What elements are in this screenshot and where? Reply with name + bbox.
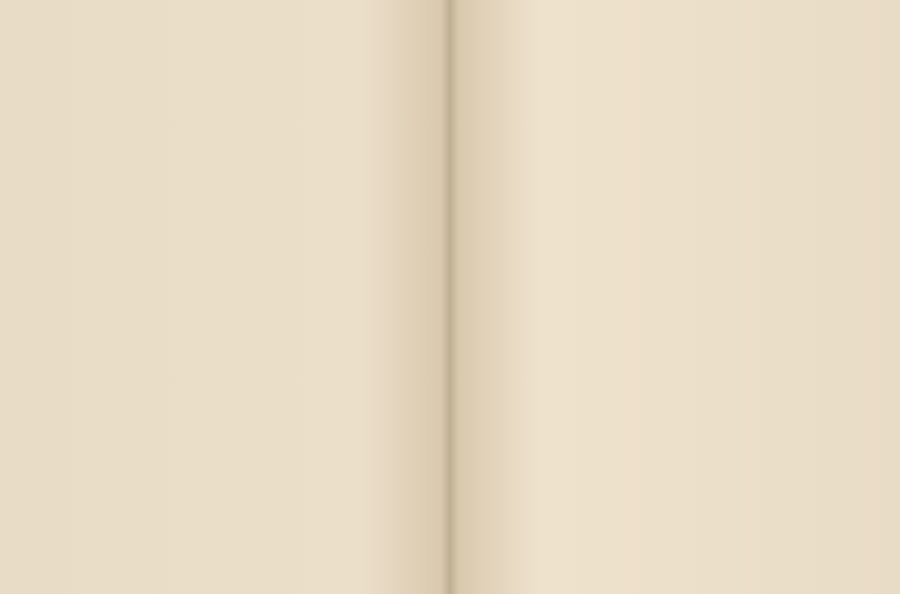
right-page (450, 0, 900, 594)
